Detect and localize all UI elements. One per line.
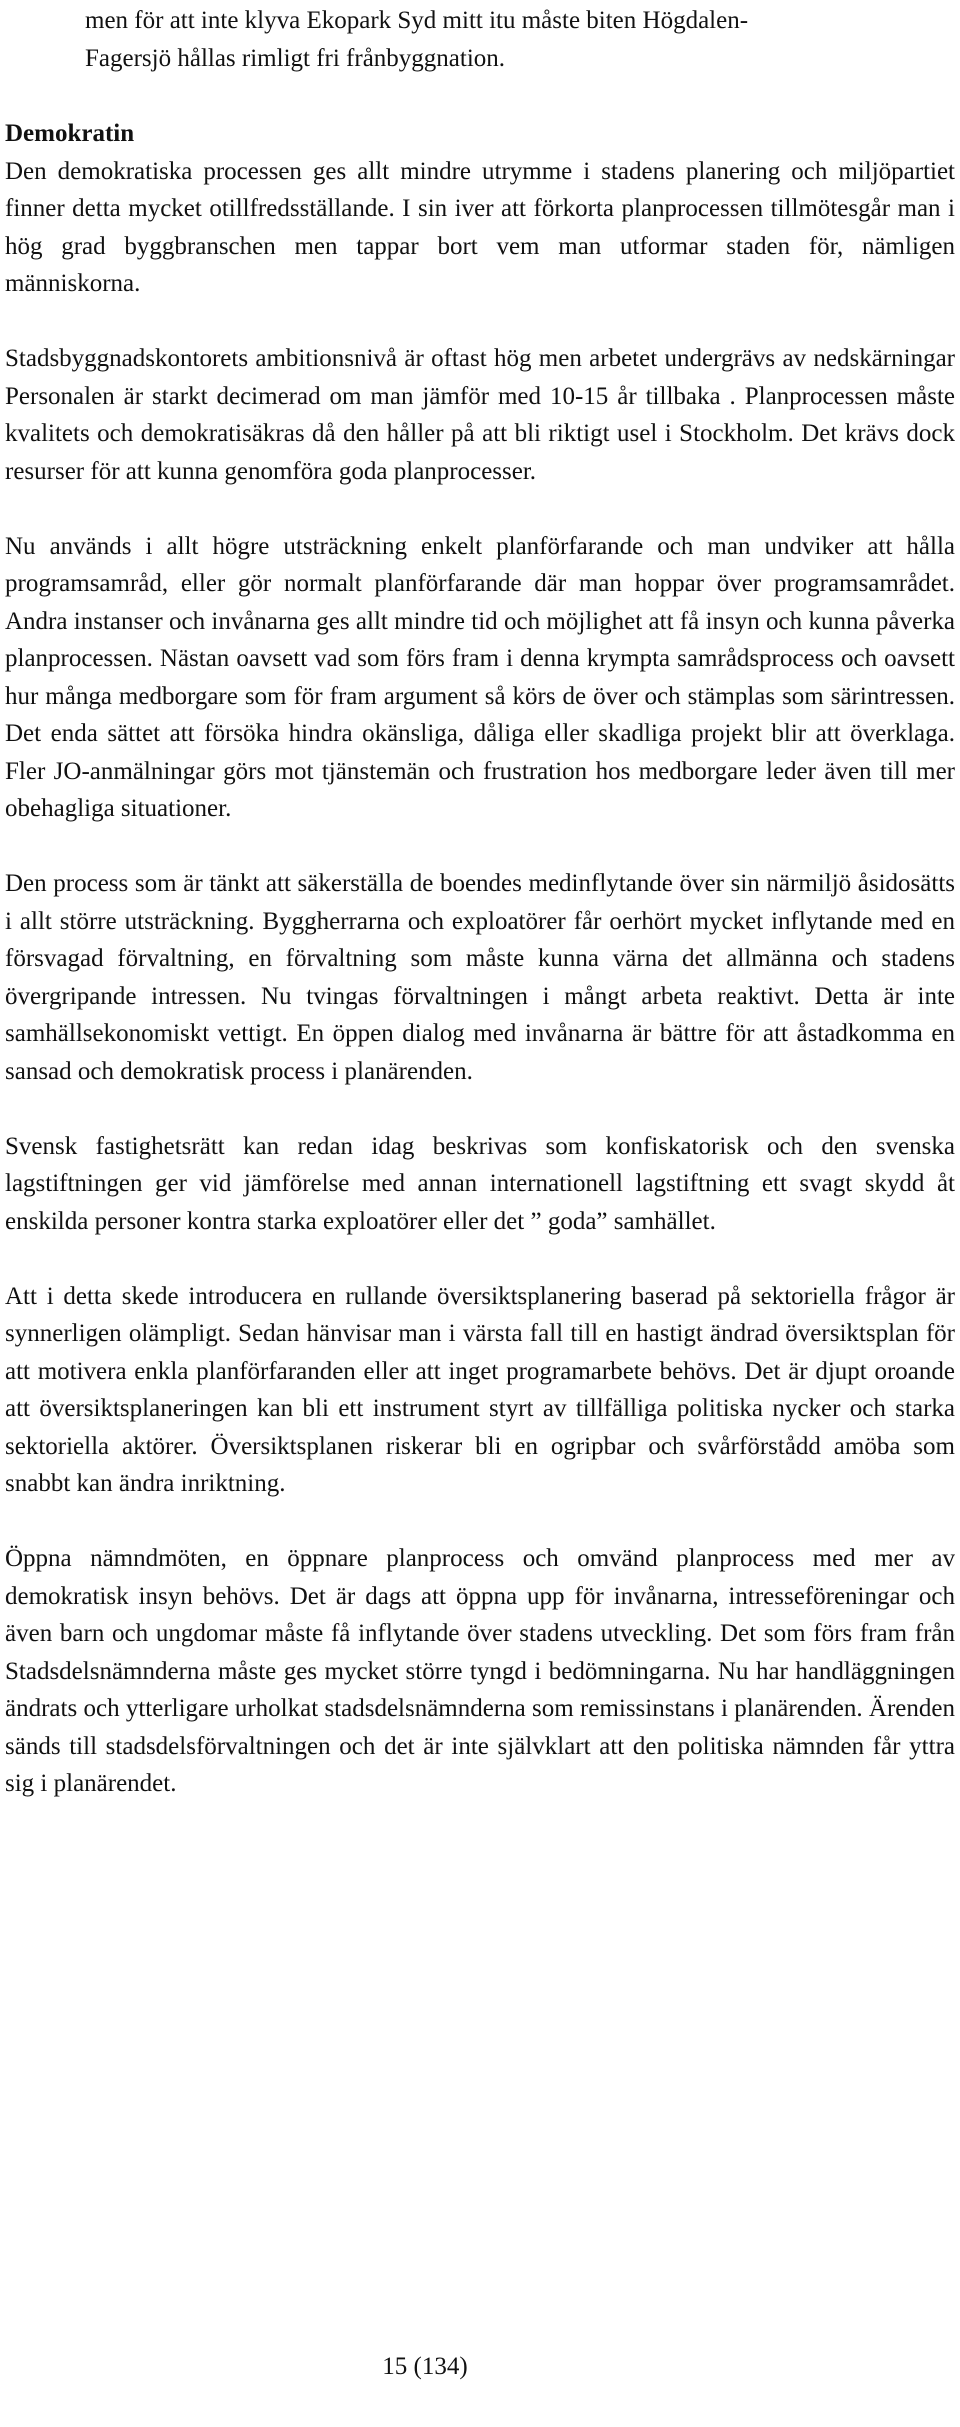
section-heading: Demokratin [5, 120, 135, 147]
paragraph: Svensk fastighetsrätt kan redan idag beskrivas som konfiskatorisk och den svenska lagstiftningen ger vid jämförelse med annan internationell lagstiftning ett svagt skydd åt enskilda personer kontra starka exploatörer eller det ” goda” samhället. [5, 1132, 955, 1235]
paragraph: Att i detta skede introducera en rullande översiktsplanering baserad på sektoriella frågor är synnerligen olämpligt. Sedan hänvisar man i värsta fall till en hastigt ändrad översiktsplan för att motivera enkla planförfaranden eller att inget programarbete behövs. Det är djupt oroande att översiktsplaneringen kan bli ett instrument styrt av tillfälliga politiska nycker och starka sektoriella aktörer. Översiktsplanen riskerar bli en ogripbar och svårförstådd amöba som snabbt kan ändra inriktning. [5, 1282, 955, 1497]
paragraph: Den demokratiska processen ges allt mindre utrymme i stadens planering och miljöpartiet finner detta mycket otillfredsställande. I sin iver att förkorta planprocessen tillmötesgår man i hög grad byggbranschen men tappar bort vem man utformar staden för, nämligen människorna. [5, 157, 955, 297]
paragraph: Nu används i allt högre utsträckning enkelt planförfarande och man undviker att hålla programsamråd, eller gör normalt planförfarande där man hoppar över programsamrådet. Andra instanser och invånarna ges allt mindre tid och möjlighet att få insyn och kunna påverka planprocessen. Nästan oavsett vad som förs fram i denna krympta samrådsprocess och oavsett hur många medborgare som för fram argument så körs de över och stämplas som särintressen. Det enda sättet att försöka hindra okänsliga, dåliga eller skadliga projekt blir att överklaga. Fler JO-anmälningar görs mot tjänstemän och frustration hos medborgare leder även till mer obehagliga situationer. [5, 532, 955, 822]
paragraph: Den process som är tänkt att säkerställa de boendes medinflytande över sin närmiljö åsidosätts i allt större utsträckning. Byggherrarna och exploatörer får oerhört mycket inflytande med en försvagad förvaltning, en förvaltning som måste kunna värna det allmänna och stadens övergripande intressen. Nu tvingas förvaltningen i mångt arbeta reaktivt. Detta är inte samhällsekonomiskt vettigt. En öppen dialog med invånarna är bättre för att åstadkomma en sansad och demokratisk process i planärenden. [5, 870, 955, 1085]
page-number: 15 (134) [382, 2353, 468, 2380]
document-body [5, 115, 955, 1840]
paragraph: Stadsbyggnadskontorets ambitionsnivå är oftast hög men arbetet undergrävs av nedskärningar Personalen är starkt decimerad om man jämför med 10-15 år tillbaka . Planprocessen måste kvalitets och demokratisäkras då den håller på att bli riktigt usel i Stockholm. Det krävs dock resurser för att kunna genomföra goda planprocesser. [5, 345, 955, 485]
lead-paragraph: men för att inte klyva Ekopark Syd mitt itu måste biten Högdalen-Fagersjö hållas rimligt fri frånbyggnation. [85, 7, 749, 72]
paragraph: Öppna nämndmöten, en öppnare planprocess och omvänd planprocess med mer av demokratisk insyn behövs. Det är dags att öppna upp för invånarna, intresseföreningar och även barn och ungdomar måste få inflytande över stadens utveckling. Det som förs fram från Stadsdelsnämnderna måste ges mycket större tyngd i bedömningarna. Nu har handläggningen ändrats och ytterligare urholkat stadsdelsnämnderna som remissinstans i planärenden. Ärenden sänds till stadsdelsförvaltningen och det är inte självklart att den politiska nämnden får yttra sig i planärendet. [5, 1545, 955, 1797]
